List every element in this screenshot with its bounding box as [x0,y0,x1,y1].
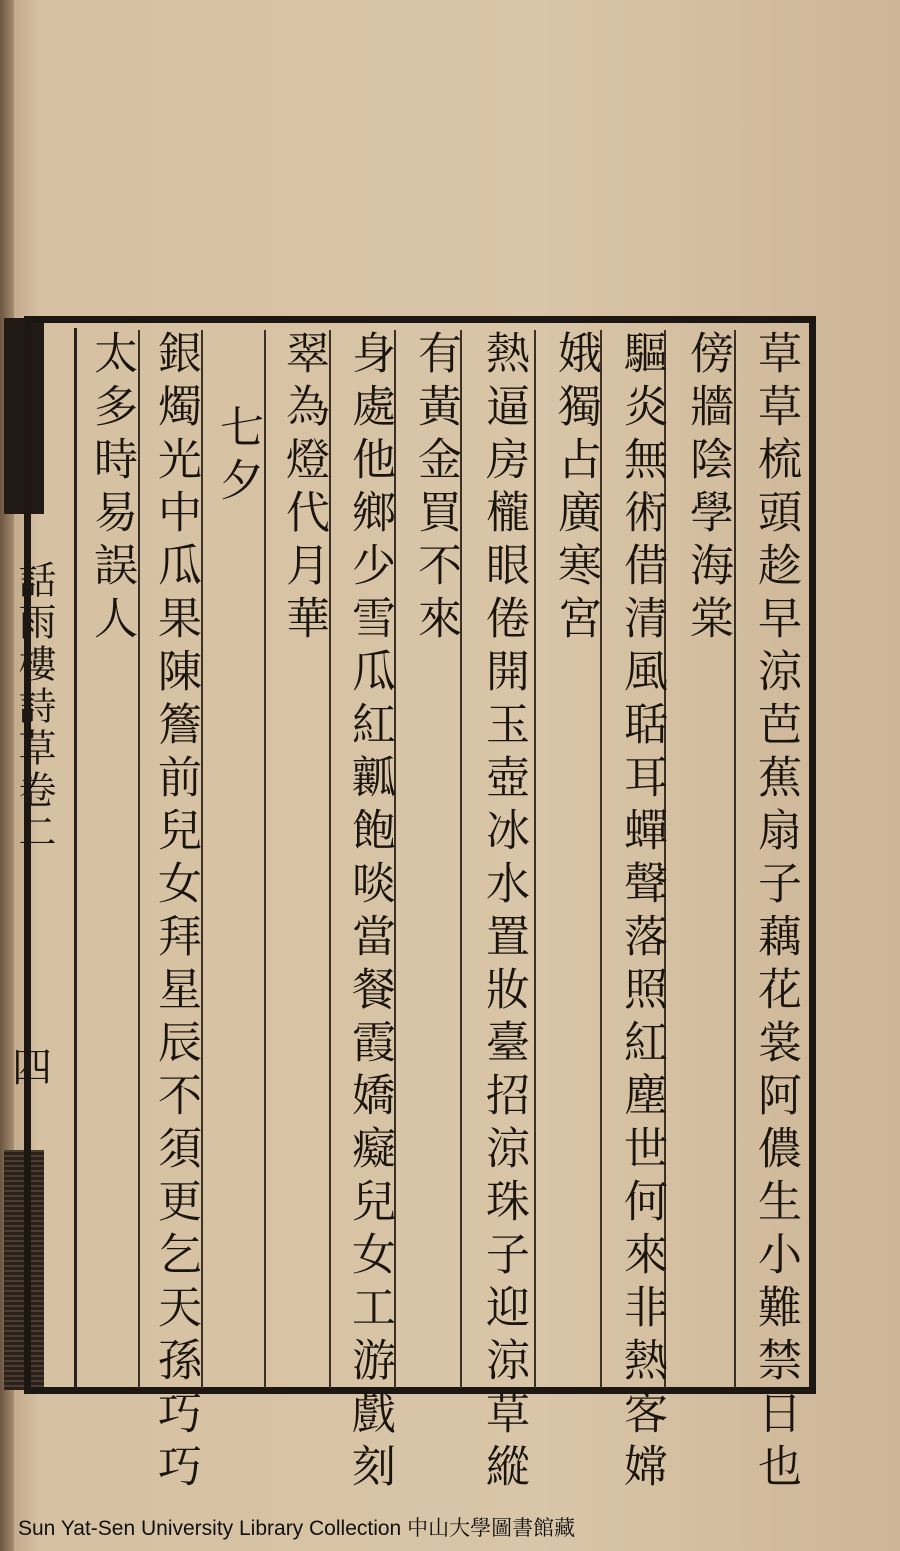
text-column-6: 有黃金買不來 [410,330,461,648]
text-column-1: 草草梳頭趁早涼芭蕉扇子藕花裳阿儂生小難禁日也 [750,330,801,1496]
folio-number: 四 [12,1045,52,1091]
text-column-11: 太多時易誤人 [86,330,137,648]
column-rule [138,330,140,1388]
text-column-8: 翠為燈代月華 [278,330,329,648]
text-column-2: 傍牆陰學海棠 [682,330,733,648]
text-column-7: 身處他鄉少雪瓜紅瓤飽啖當餐霞嬌癡兒女工游戲刻 [344,330,395,1496]
text-column-4: 娥獨占廣寒宮 [550,330,601,648]
column-rule [734,330,736,1388]
text-column-5: 熱逼房櫳眼倦開玉壺冰水置妝臺招涼珠子迎涼草縱 [478,330,529,1496]
column-rule [264,330,266,1388]
collection-caption: Sun Yat-Sen University Library Collection 中山大學圖書館藏 [18,1517,576,1540]
volume-label: 卷二 [12,770,56,854]
text-column-3: 驅炎無術借清風聒耳蟬聲落照紅塵世何來非熱客嫦 [616,330,667,1496]
column-rule [534,330,536,1388]
text-column-10: 銀燭光中瓜果陳簷前兒女拜星辰不須更乞天孫巧巧 [150,330,201,1496]
book-title: 話雨樓詩草 [12,560,56,770]
poem-title-column: 七夕 [212,404,263,510]
